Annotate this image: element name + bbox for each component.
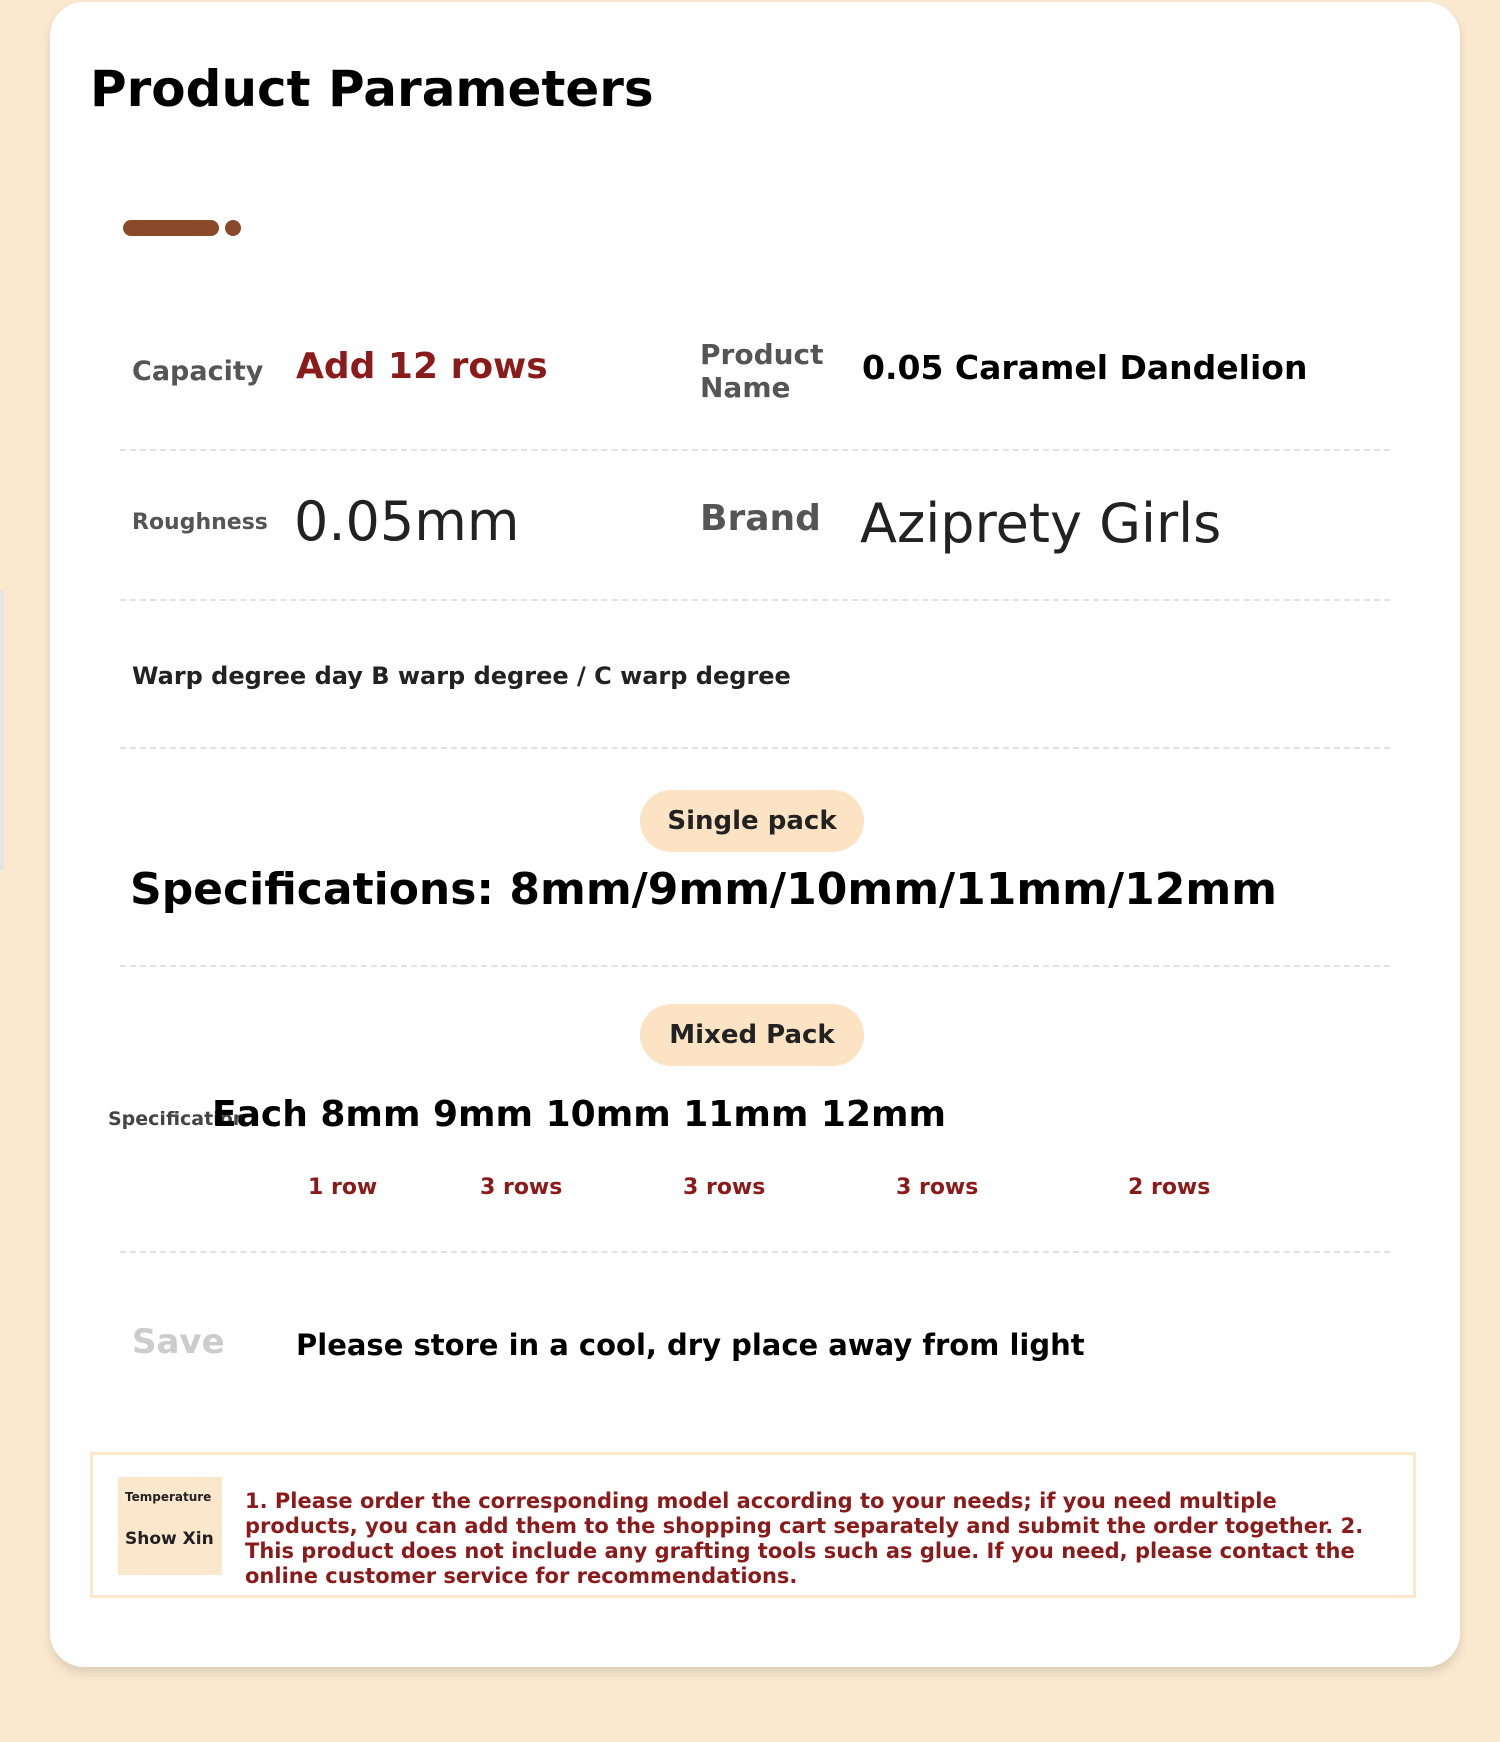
product-parameters-card — [50, 2, 1460, 1667]
storage-label: Save — [132, 1322, 225, 1362]
storage-text: Please store in a cool, dry place away from light — [296, 1328, 1085, 1362]
row-count-9mm: 3 rows — [480, 1175, 563, 1200]
row-count-12mm: 2 rows — [1128, 1175, 1211, 1200]
page-title: Product Parameters — [90, 60, 654, 118]
single-pack-specifications: Specifications: 8mm/9mm/10mm/11mm/12mm — [130, 864, 1278, 915]
product-name-value: 0.05 Caramel Dandelion — [862, 348, 1308, 387]
brand-label: Brand — [700, 498, 821, 539]
row-count-11mm: 3 rows — [896, 1175, 979, 1200]
notice-tag-top: Temperature — [125, 1490, 212, 1504]
notice-text: 1. Please order the corresponding model according to your needs; if you need multiple products, you can add them to the shopping cart separately and submit the order together. 2. This product does not include any grafting tools such as glue. If you need, please contact the online customer service for recommendations. — [245, 1489, 1364, 1588]
mixed-spec-label: Specification — [108, 1108, 247, 1130]
divider-4 — [120, 965, 1390, 967]
product-name-label: Product Name — [700, 338, 824, 404]
mixed-pack-pill: Mixed Pack — [640, 1004, 864, 1066]
mixed-spec-value: Each 8mm 9mm 10mm 11mm 12mm — [212, 1094, 947, 1135]
roughness-value: 0.05mm — [294, 490, 520, 553]
warp-degree-text: Warp degree day B warp degree / C warp degree — [132, 662, 791, 690]
order-notice-box — [90, 1452, 1416, 1598]
divider-2 — [120, 599, 1390, 601]
brand-value: Aziprety Girls — [860, 492, 1222, 555]
single-pack-pill: Single pack — [640, 790, 864, 852]
notice-tag-bottom: Show Xin — [125, 1529, 214, 1549]
title-decoration-bar — [123, 220, 219, 236]
divider-5 — [120, 1251, 1390, 1253]
divider-3 — [120, 747, 1390, 749]
notice-tag — [118, 1477, 222, 1575]
capacity-label: Capacity — [132, 356, 264, 387]
divider-1 — [120, 449, 1390, 451]
row-count-8mm: 1 row — [308, 1175, 378, 1200]
capacity-value: Add 12 rows — [296, 346, 548, 387]
title-decoration-dot — [225, 220, 241, 236]
row-count-10mm: 3 rows — [683, 1175, 766, 1200]
left-edge-marker — [0, 590, 4, 870]
roughness-label: Roughness — [132, 510, 268, 535]
